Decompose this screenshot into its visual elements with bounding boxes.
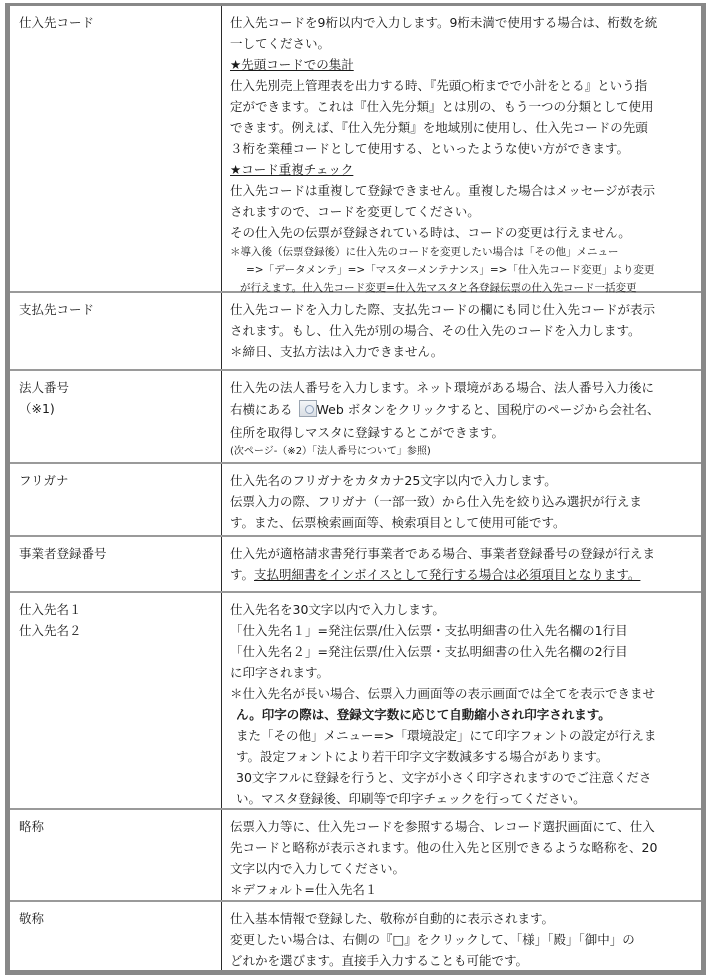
field-label: フリガナ bbox=[19, 473, 69, 488]
description-line: 仕入先の法人番号を入力します。ネット環境がある場合、法人番号入力後に bbox=[230, 380, 655, 395]
description-line: 変更したい場合は、右側の『□』をクリックして、「様」「殿」「御中」の bbox=[230, 932, 635, 947]
description-line-mixed bbox=[230, 564, 691, 585]
section-heading-leading-code: ★先頭コードでの集計 bbox=[230, 57, 354, 72]
description-line: ３桁を業種コードとして使用する、といったような使い方ができます。 bbox=[230, 141, 630, 156]
field-description-cell bbox=[222, 593, 701, 808]
field-label: 仕入先名２ bbox=[19, 623, 82, 638]
description-line: ＊デフォルト=仕入先名１ bbox=[230, 882, 378, 897]
reference-note: (次ページ-（※2）「法人番号について」参照) bbox=[230, 446, 431, 457]
description-line: 先コードと略称が表示されます。他の仕入先と区別できるような略称を、20 bbox=[230, 840, 658, 855]
description-line: 30文字フルに登録を行うと、文字が小さく印字されますのでご注意くださ bbox=[236, 770, 652, 785]
field-label-cell bbox=[10, 593, 222, 808]
description-line: 文字以内で入力してください。 bbox=[230, 861, 406, 876]
description-line: 伝票入力の際、フリガナ（一部一致）から仕入先を絞り込み選択が行えま bbox=[230, 494, 642, 509]
description-line: 仕入先が適格請求書発行事業者である場合、事業者登録番号の登録が行えま bbox=[230, 546, 656, 561]
table-row-supplier-code bbox=[10, 6, 701, 293]
description-line: 仕入先コードを9桁以内で入力します。9桁未満で使用する場合は、桁数を統 bbox=[230, 15, 658, 30]
field-description-cell bbox=[222, 293, 701, 369]
table-row-honorific bbox=[10, 902, 701, 970]
field-label-cell bbox=[10, 810, 222, 900]
description-line: 一してください。 bbox=[230, 36, 331, 51]
field-description-cell bbox=[222, 6, 701, 294]
section-heading-duplicate-check: ★コード重複チェック bbox=[230, 162, 354, 177]
table-row-business-registration-number bbox=[10, 537, 701, 593]
field-label-note: （※1) bbox=[19, 401, 55, 416]
table-row-furigana bbox=[10, 464, 701, 537]
description-line: 仕入先別売上管理表を出力する時、『先頭○桁までで小計をとる』という指 bbox=[230, 78, 648, 93]
field-label: 敬称 bbox=[19, 911, 45, 926]
description-line: 仕入先名のフリガナをカタカナ25文字以内で入力します。 bbox=[230, 473, 557, 488]
field-description-cell bbox=[222, 810, 701, 900]
field-label: 仕入先コード bbox=[19, 15, 95, 30]
description-text: 右横にある bbox=[230, 402, 293, 417]
field-label: 支払先コード bbox=[19, 302, 95, 317]
field-label: 仕入先名１ bbox=[19, 602, 82, 617]
field-description-cell bbox=[222, 902, 701, 970]
field-description-cell bbox=[222, 537, 701, 591]
table-row-payee-code bbox=[10, 293, 701, 371]
description-line: 仕入先名を30文字以内で入力します。 bbox=[230, 602, 445, 617]
field-description-cell bbox=[222, 464, 701, 535]
description-line: に印字されます。 bbox=[230, 665, 330, 680]
description-line: ＊仕入先名が長い場合、伝票入力画面等の表示画面では全てを表示できませ bbox=[230, 686, 656, 701]
description-line: その仕入先の伝票が登録されている時は、コードの変更は行えません。 bbox=[230, 225, 631, 240]
note-line: =>「データメンテ」=>「マスターメンテナンス」=>「仕入先コード変更」より変更 bbox=[246, 264, 655, 276]
required-item-note: 支払明細書をインボイスとして発行する場合は必須項目となります。 bbox=[254, 567, 641, 582]
description-line: できます。例えば、『仕入先分類』を地域別に使用し、仕入先コードの先頭 bbox=[230, 120, 648, 135]
description-line: また「その他」メニュー=>「環境設定」にて印字フォントの設定が行えま bbox=[236, 728, 657, 743]
description-line: 定ができます。これは『仕入先分類』とは別の、もう一つの分類として使用 bbox=[230, 99, 654, 114]
web-button-icon bbox=[299, 400, 317, 417]
description-text: Web ボタンをクリックすると、国税庁のページから会社名、 bbox=[316, 402, 660, 417]
note-line: ＊導入後（伝票登録後）に仕入先のコードを変更したい場合は「その他」メニュー bbox=[230, 246, 619, 258]
description-line: ＊締日、支払方法は入力できません。 bbox=[230, 344, 444, 359]
description-line: 仕入先コードを入力した際、支払先コードの欄にも同じ仕入先コードが表示 bbox=[230, 302, 656, 317]
field-label-cell bbox=[10, 293, 222, 369]
description-line: い。マスタ登録後、印刷等で印字チェックを行ってください。 bbox=[236, 791, 586, 806]
description-line: されますので、コードを変更してください。 bbox=[230, 204, 480, 219]
description-line-web-button bbox=[230, 398, 691, 422]
description-line-bold: ん。印字の際は、登録文字数に応じて自動縮小され印字されます。 bbox=[236, 707, 611, 722]
field-label-cell bbox=[10, 6, 222, 291]
description-line: 伝票入力等に、仕入先コードを参照する場合、レコード選択画面にて、仕入 bbox=[230, 819, 655, 834]
description-text: す。 bbox=[230, 567, 255, 582]
description-line: 「仕入先名２」=発注伝票/仕入伝票・支払明細書の仕入先名欄の2行目 bbox=[230, 644, 628, 659]
field-label: 法人番号 bbox=[19, 380, 70, 395]
field-label-cell bbox=[10, 371, 222, 462]
field-label-cell bbox=[10, 464, 222, 535]
field-description-table bbox=[5, 3, 706, 975]
description-line: 仕入基本情報で登録した、敬称が自動的に表示されます。 bbox=[230, 911, 555, 926]
field-label-cell bbox=[10, 902, 222, 970]
field-label-cell bbox=[10, 537, 222, 591]
field-label: 略称 bbox=[19, 819, 45, 834]
description-line: 「仕入先名１」=発注伝票/仕入伝票・支払明細書の仕入先名欄の1行目 bbox=[230, 623, 628, 638]
description-line: されます。もし、仕入先が別の場合、その仕入先のコードを入力します。 bbox=[230, 323, 641, 338]
field-description-cell bbox=[222, 371, 701, 462]
description-line: 住所を取得しマスタに登録するとこができます。 bbox=[230, 425, 505, 440]
field-label: 事業者登録番号 bbox=[19, 546, 107, 561]
description-line: す。設定フォントにより若干印字文字数減多する場合があります。 bbox=[236, 749, 609, 764]
table-row-corporate-number bbox=[10, 371, 701, 464]
description-line: どれかを選びます。直接手入力することも可能です。 bbox=[230, 953, 529, 968]
table-row-supplier-name bbox=[10, 593, 701, 810]
description-line: す。また、伝票検索画面等、検索項目として使用可能です。 bbox=[230, 515, 566, 530]
description-line: 仕入先コードは重複して登録できません。重複した場合はメッセージが表示 bbox=[230, 183, 656, 198]
table-row-abbreviation bbox=[10, 810, 701, 902]
note-line: が行えます。仕入先コード変更=仕入先マスタと各登録伝票の仕入先コード一括変更 bbox=[240, 282, 637, 294]
